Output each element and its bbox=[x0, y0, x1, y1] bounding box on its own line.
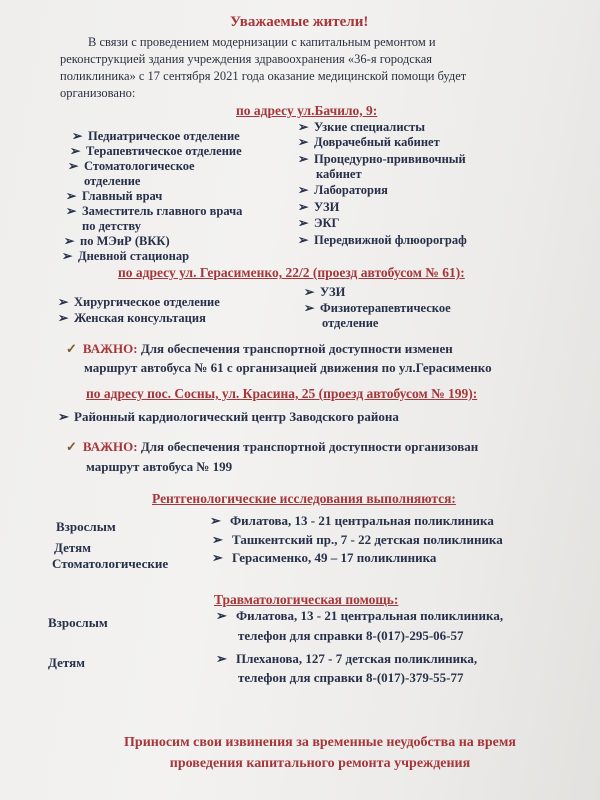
list-item: ➢ Передвижной флюорограф bbox=[298, 233, 467, 247]
arrowhead-bullet-icon: ➢ bbox=[68, 159, 79, 173]
xray-heading: Рентгенологические исследования выполняются: bbox=[152, 491, 456, 506]
arrowhead-bullet-icon: ➢ bbox=[298, 183, 309, 197]
list-item: ➢ УЗИ bbox=[304, 285, 346, 299]
list-item: ➢ Районный кардиологический центр Заводского района bbox=[58, 409, 399, 424]
intro-line-3: поликлиника» с 17 сентября 2021 года оказание медицинской помощи будет bbox=[60, 69, 467, 83]
list-item: ➢ Процедурно-прививочный bbox=[298, 152, 466, 166]
arrowhead-bullet-icon: ➢ bbox=[298, 152, 309, 166]
arrowhead-bullet-icon: ➢ bbox=[70, 144, 81, 158]
xray-label-children: Детям bbox=[54, 540, 91, 555]
important-note-2-line-2: маршрут автобуса № 199 bbox=[86, 459, 233, 474]
list-item: ➢ Узкие специалисты bbox=[298, 120, 425, 134]
trauma-adult-line-2: телефон для справки 8-(017)-295-06-57 bbox=[238, 628, 464, 643]
arrowhead-bullet-icon: ➢ bbox=[62, 249, 73, 263]
arrowhead-bullet-icon: ➢ bbox=[216, 651, 227, 666]
address3-heading: по адресу пос. Сосны, ул. Красина, 25 (проезд автобусом № 199): bbox=[86, 386, 478, 401]
xray-label-adults: Взрослым bbox=[56, 519, 116, 534]
trauma-child-line-1: ➢ Плеханова, 127 - 7 детская поликлиника, bbox=[216, 651, 478, 666]
trauma-adult-line-1: ➢ Филатова, 13 - 21 центральная поликлиника, bbox=[216, 608, 504, 623]
arrowhead-bullet-icon: ➢ bbox=[298, 216, 309, 230]
xray-label-dental: Стоматологические bbox=[52, 556, 169, 571]
closing-line-2: проведения капитального ремонта учреждения bbox=[169, 756, 471, 771]
important-note-1-line-1: ✓ ВАЖНО: Для обеспечения транспортной доступности изменен bbox=[66, 341, 453, 356]
list-item: ➢ Физиотерапевтическое bbox=[304, 301, 451, 315]
arrowhead-bullet-icon: ➢ bbox=[58, 311, 69, 325]
list-item: ➢ Лаборатория bbox=[298, 183, 388, 197]
trauma-heading: Травматологическая помощь: bbox=[214, 592, 399, 607]
important-note-2-line-1: ✓ ВАЖНО: Для обеспечения транспортной доступности организован bbox=[66, 439, 479, 454]
arrowhead-bullet-icon: ➢ bbox=[212, 532, 223, 547]
list-item: ➢ Филатова, 13 - 21 центральная поликлиника bbox=[210, 513, 494, 528]
arrowhead-bullet-icon: ➢ bbox=[72, 129, 83, 143]
list-item: ➢ Терапевтическое отделение bbox=[70, 144, 242, 158]
list-item: ➢ Главный врач bbox=[66, 189, 163, 203]
list-item: ➢ Дневной стационар bbox=[62, 249, 190, 263]
list-item: ➢ Женская консультация bbox=[58, 311, 206, 325]
closing-line-1: Приносим свои извинения за временные неудобства на время bbox=[124, 735, 516, 750]
list-item: ➢ Хирургическое отделение bbox=[58, 295, 220, 309]
trauma-child-line-2: телефон для справки 8-(017)-379-55-77 bbox=[238, 670, 464, 685]
address1-heading: по адресу ул.Бачило, 9: bbox=[236, 103, 378, 118]
arrowhead-bullet-icon: ➢ bbox=[58, 409, 69, 424]
list-item-continuation: отделение bbox=[84, 174, 141, 188]
arrowhead-bullet-icon: ➢ bbox=[64, 234, 75, 248]
list-item: ➢ Ташкентский пр., 7 - 22 детская поликлиника bbox=[212, 532, 503, 547]
arrowhead-bullet-icon: ➢ bbox=[304, 301, 315, 315]
arrowhead-bullet-icon: ➢ bbox=[304, 285, 315, 299]
address2-heading: по адресу ул. Герасименко, 22/2 (проезд автобусом № 61): bbox=[118, 265, 465, 280]
list-item: ➢ Педиатрическое отделение bbox=[72, 129, 240, 143]
intro-line-1: В связи с проведением модернизации с капитальным ремонтом и bbox=[88, 35, 436, 49]
list-item: ➢ УЗИ bbox=[298, 200, 340, 214]
arrowhead-bullet-icon: ➢ bbox=[298, 200, 309, 214]
page-title: Уважаемые жители! bbox=[230, 14, 369, 30]
important-note-1-line-2: маршрут автобуса № 61 с организацией движения по ул.Герасименко bbox=[84, 360, 492, 375]
arrowhead-bullet-icon: ➢ bbox=[298, 135, 309, 149]
arrowhead-bullet-icon: ➢ bbox=[66, 189, 77, 203]
arrowhead-bullet-icon: ➢ bbox=[58, 295, 69, 309]
arrowhead-bullet-icon: ➢ bbox=[298, 120, 309, 134]
list-item: ➢ Доврачебный кабинет bbox=[298, 135, 440, 149]
checkmark-icon: ✓ bbox=[66, 341, 77, 356]
trauma-label-adults: Взрослым bbox=[48, 615, 108, 630]
arrowhead-bullet-icon: ➢ bbox=[210, 513, 221, 528]
list-item: ➢ Герасименко, 49 – 17 поликлиника bbox=[212, 550, 437, 565]
list-item: ➢ Стоматологическое bbox=[68, 159, 195, 173]
arrowhead-bullet-icon: ➢ bbox=[216, 608, 227, 623]
list-item-continuation: кабинет bbox=[316, 167, 362, 181]
arrowhead-bullet-icon: ➢ bbox=[298, 233, 309, 247]
list-item: ➢ по МЭиР (ВКК) bbox=[64, 234, 170, 248]
checkmark-icon: ✓ bbox=[66, 439, 77, 454]
intro-line-2: реконструкцией здания учреждения здравоохранения «36-я городская bbox=[60, 52, 432, 66]
list-item-continuation: отделение bbox=[322, 316, 379, 330]
list-item: ➢ ЭКГ bbox=[298, 216, 340, 230]
arrowhead-bullet-icon: ➢ bbox=[66, 204, 77, 218]
list-item-continuation: по детству bbox=[82, 219, 142, 233]
arrowhead-bullet-icon: ➢ bbox=[212, 550, 223, 565]
list-item: ➢ Заместитель главного врача bbox=[66, 204, 243, 218]
intro-line-4: организовано: bbox=[60, 86, 136, 100]
trauma-label-children: Детям bbox=[48, 655, 85, 670]
